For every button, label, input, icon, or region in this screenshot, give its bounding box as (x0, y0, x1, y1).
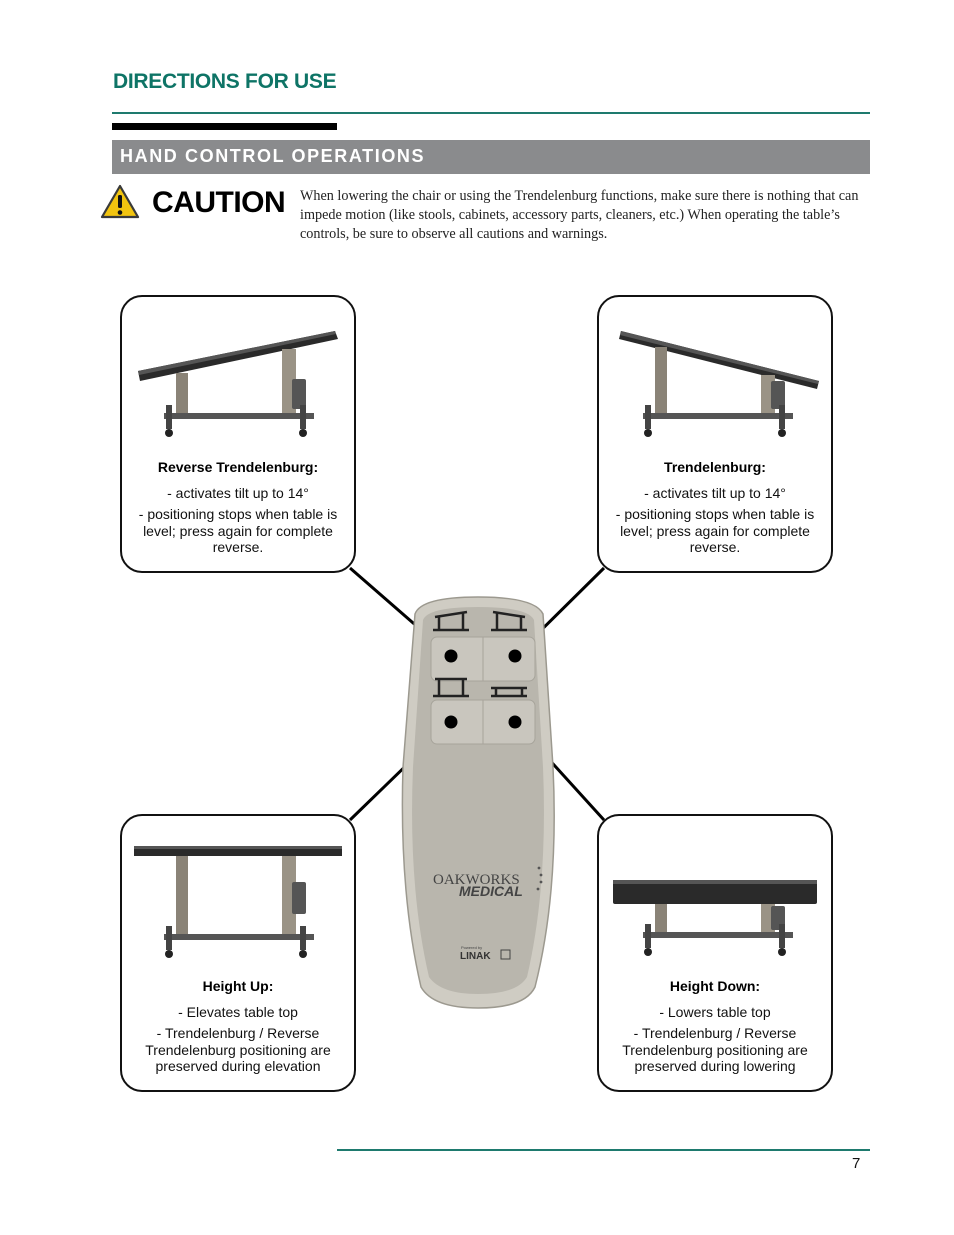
table-height-up-image (130, 828, 348, 958)
callout-line: - activates tilt up to 14° (167, 485, 309, 501)
callout-height-down (597, 814, 833, 1092)
hand-control-remote (395, 592, 561, 1012)
callout-line: - positioning stops when table is level; press again for complete reverse. (138, 506, 338, 555)
callout-title: Height Up: (202, 978, 274, 994)
table-tilt-forward-image (607, 309, 825, 439)
remote-maker: LINAK (460, 951, 491, 962)
callout-title: Reverse Trendelenburg: (157, 459, 319, 475)
table-tilt-reverse-image (130, 309, 348, 439)
callout-line: - activates tilt up to 14° (644, 485, 786, 501)
remote-maker-small: Powered by (461, 945, 483, 950)
callout-line: - Trendelenburg / Reverse Trendelenburg positioning are preserved during elevation (145, 1025, 331, 1074)
footer-rule (337, 1149, 870, 1151)
callout-title: Trendelenburg: (664, 459, 766, 475)
callout-line: - Lowers table top (659, 1004, 771, 1020)
remote-brand-line1: OAKWORKS (433, 872, 520, 888)
remote-brand-line2: MEDICAL (459, 883, 523, 899)
callout-reverse-trendelenburg (120, 295, 356, 573)
caution-text: When lowering the chair or using the Trendelenburg functions, make sure there is nothing that can impede motion (like stools, cabinets, accessory parts, cleaners, etc.) When operating the table’s controls, be sure to observe all cautions and warnings. (300, 188, 859, 242)
subheading: HAND CONTROL OPERATIONS (120, 146, 426, 166)
callout-line: - positioning stops when table is level; press again for complete reverse. (615, 506, 815, 555)
caution-label: CAUTION (152, 186, 286, 219)
callout-line: - Elevates table top (178, 1004, 298, 1020)
callout-line: - Trendelenburg / Reverse Trendelenburg positioning are preserved during lowering (622, 1025, 808, 1074)
section-title: DIRECTIONS FOR USE (113, 70, 337, 93)
table-height-down-image (607, 828, 825, 958)
callout-title: Height Down: (669, 978, 761, 994)
page-number: 7 (852, 1155, 861, 1172)
callout-trendelenburg (597, 295, 833, 573)
callout-height-up (120, 814, 356, 1092)
